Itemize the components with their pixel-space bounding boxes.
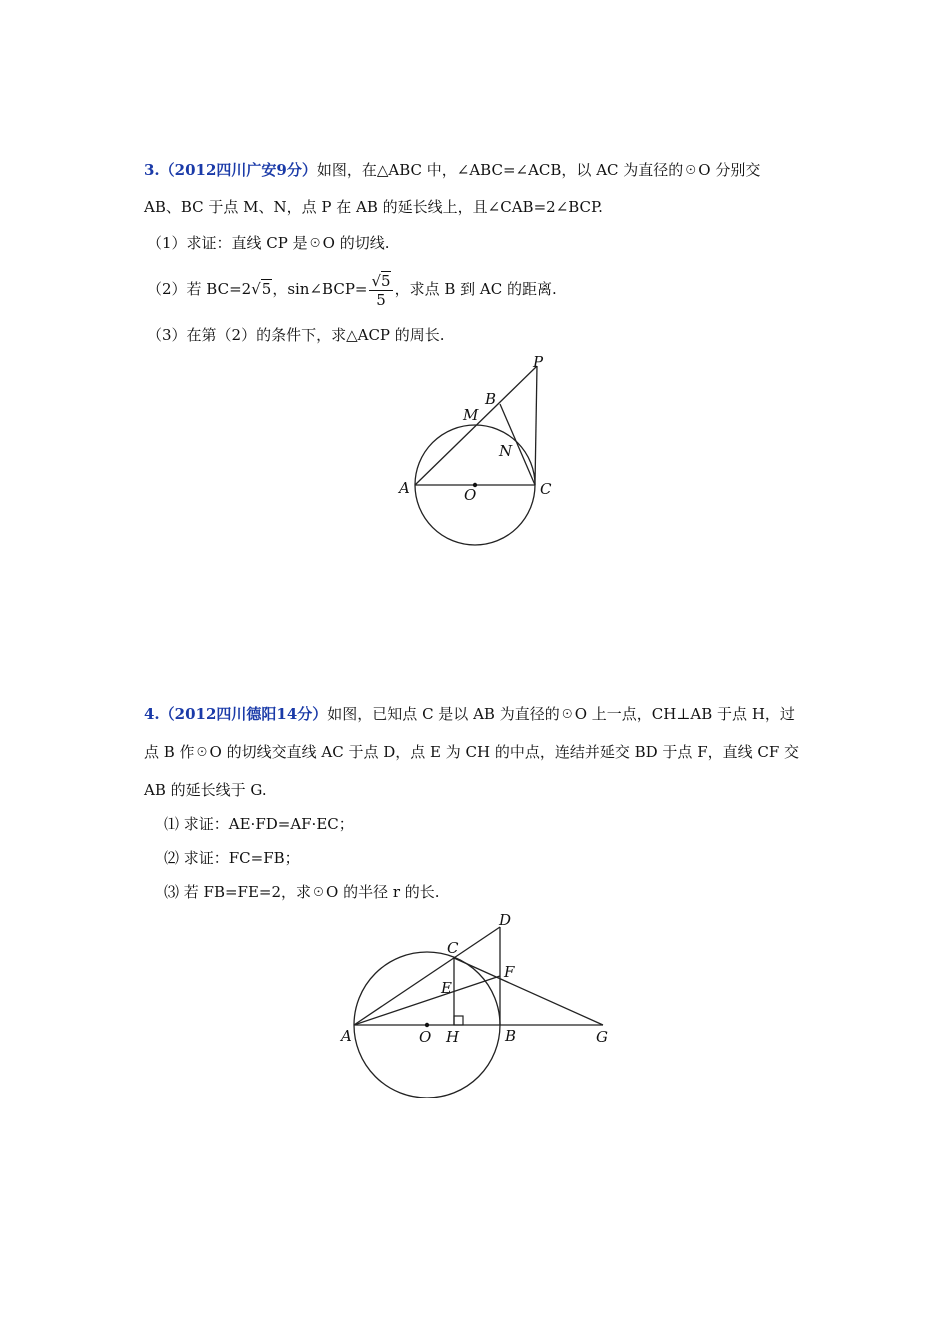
q3-line-1 (144, 160, 760, 180)
q4-label-C: C (447, 939, 459, 957)
q3-label-C: C (540, 480, 552, 498)
q3-line-1-text: 如图，在△ABC 中，∠ABC=∠ACB，以 AC 为直径的☉O 分别交 (316, 161, 761, 179)
q3-label-M: M (463, 406, 479, 424)
q4-label-A: A (341, 1027, 352, 1045)
q3-line-2: AB、BC 于点 M、N，点 P 在 AB 的延长线上，且∠CAB=2∠BCP. (144, 198, 603, 216)
q3-label-A: A (399, 479, 410, 497)
q4-label-D: D (499, 911, 512, 929)
q3-part-2 (147, 270, 557, 309)
q3-fraction-numerator: √5 (371, 271, 391, 290)
q3-label-N: N (499, 442, 513, 460)
q4-center-dot (425, 1023, 429, 1027)
q3-part-2-text-a: （2）若 BC=2 (147, 280, 252, 298)
q3-label-B: B (485, 390, 497, 408)
q3-line-AP (415, 366, 537, 485)
q4-heading: 4.（2012四川德阳14分） (144, 705, 328, 723)
q3-part-3: （3）在第（2）的条件下，求△ACP 的周长. (147, 326, 445, 344)
q3-fraction (369, 272, 392, 309)
q3-label-O: O (464, 486, 477, 504)
q4-line-CG (454, 958, 603, 1025)
q4-right-angle-mark (454, 1016, 463, 1025)
q4-line-AF (354, 976, 500, 1025)
q4-label-E: E (441, 979, 452, 997)
q3-fraction-denominator: 5 (376, 290, 386, 309)
q3-part-2-text-c: ，求点 B 到 AC 的距离. (394, 280, 557, 298)
q3-fraction-num-value: 5 (381, 271, 391, 290)
q4-part-3: ⑶ 若 FB=FE=2，求☉O 的半径 r 的长. (164, 883, 440, 901)
q4-label-B: B (505, 1027, 517, 1045)
q4-line-3: AB 的延长线于 G. (144, 781, 267, 799)
q4-label-G: G (596, 1028, 608, 1046)
q3-part-2-text-b: ，sin∠BCP= (272, 280, 368, 298)
q4-figure (335, 908, 625, 1098)
sqrt-symbol: √5 (251, 280, 272, 298)
q4-label-H: H (446, 1028, 460, 1046)
q3-line-PC (535, 366, 537, 485)
q3-part-2-sqrt-value: 5 (261, 280, 272, 298)
q3-label-P: P (533, 353, 544, 371)
q3-part-1: （1）求证：直线 CP 是☉O 的切线. (147, 234, 390, 252)
q4-part-2: ⑵ 求证：FC=FB； (164, 849, 300, 867)
q4-label-F: F (504, 963, 515, 981)
q3-figure (390, 352, 590, 562)
q4-line-1-text: 如图，已知点 C 是以 AB 为直径的☉O 上一点，CH⊥AB 于点 H，过 (327, 705, 795, 723)
q4-line-AD (354, 927, 500, 1025)
q4-line-2: 点 B 作☉O 的切线交直线 AC 于点 D，点 E 为 CH 的中点，连结并延交 BD 于点 F，直线 CF 交 (144, 743, 800, 761)
q4-line-1 (144, 704, 795, 724)
q4-label-O: O (419, 1028, 432, 1046)
q3-heading: 3.（2012四川广安9分） (144, 161, 317, 179)
q4-part-1: ⑴ 求证：AE·FD=AF·EC； (164, 815, 354, 833)
